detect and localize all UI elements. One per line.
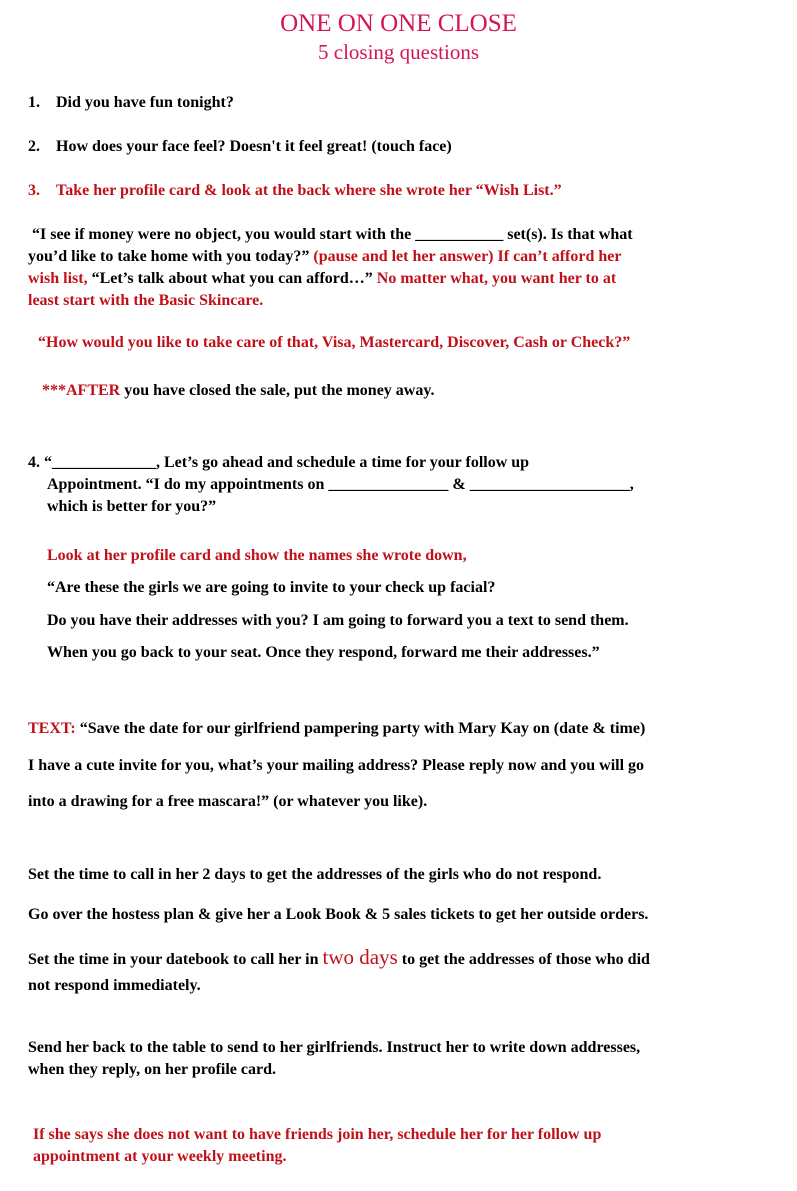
girls-line-3: When you go back to your seat. Once they respond, forward me their addresses.” [47,644,600,661]
text-line-1 [28,718,645,740]
datebook-text-c: to get the addresses of those who did [397,951,650,968]
after-stars: ***AFTER [42,382,121,399]
if-she-says-line-2: appointment at your weekly meeting. [33,1148,287,1165]
page-subtitle: 5 closing questions [318,40,479,64]
question-3-number: 3. [28,182,40,199]
question-4 [28,452,634,518]
question-3-text: Take her profile card & look at the back where she wrote her “Wish List.” [56,182,562,199]
question-4-line-1: 4. “_____________, Let’s go ahead and schedule a time for your follow up [28,454,530,471]
question-2 [28,136,452,158]
wish-list-line-3a: wish list, [28,270,92,287]
wish-list-line-1: “I see if money were no object, you would start with the ___________ set(s). Is that what [32,226,633,243]
question-2-text: How does your face feel? Doesn't it feel great! (touch face) [56,138,452,155]
datebook-text-a: Set the time in your datebook to call her in [28,951,323,968]
text-quote-1: “Save the date for our girlfriend pampering party with Mary Kay on (date & time) [75,720,646,737]
set-time-note: Set the time to call in her 2 days to get the addresses of the girls who do not respond. [28,866,602,883]
page-title: ONE ON ONE CLOSE [280,10,517,37]
question-4-line-2: Appointment. “I do my appointments on _______________ & ____________________, [47,476,634,493]
afford-quote: “Let’s talk about what you can afford…” [91,270,377,287]
question-3 [28,180,562,202]
wish-list-line-3c: No matter what, you want her to at [376,270,617,287]
look-instruction: Look at her profile card and show the names she wrote down, [47,547,467,564]
datebook-line-2: not respond immediately. [28,977,201,994]
question-1-number: 1. [28,94,40,111]
wish-list-line-2 [28,246,633,268]
question-4-line-3: which is better for you?” [47,498,217,515]
wish-list-line-3 [28,268,633,290]
wish-list-line-2a: you’d like to take home with you today?” [28,248,314,265]
question-1 [28,92,234,114]
text-line-2: I have a cute invite for you, what’s your mailing address? Please reply now and you will go [28,757,645,774]
two-days-highlight: two days [322,945,398,969]
wish-list-line-4: least start with the Basic Skincare. [28,292,264,309]
question-2-number: 2. [28,138,40,155]
if-she-says-line-1: If she says she does not want to have friends join her, schedule her for her follow up [33,1126,602,1143]
send-back-line-1: Send her back to the table to send to her girlfriends. Instruct her to write down addresses, [28,1039,641,1056]
question-1-text: Did you have fun tonight? [56,94,234,111]
hostess-plan-note: Go over the hostess plan & give her a Look Book & 5 sales tickets to get her outside orders. [28,906,649,923]
send-back-line-2: when they reply, on her profile card. [28,1061,276,1078]
girls-line-1: “Are these the girls we are going to invite to your check up facial? [47,579,496,596]
pause-instruction: (pause and let her answer) If can’t afford her [313,248,622,265]
datebook-line-1 [28,946,650,971]
text-label: TEXT: [28,720,76,737]
wish-list-script [28,224,633,312]
payment-question: “How would you like to take care of that, Visa, Mastercard, Discover, Cash or Check?” [38,334,631,351]
after-rest: you have closed the sale, put the money away. [120,382,435,399]
girls-line-2: Do you have their addresses with you? I am going to forward you a text to send them. [47,612,629,629]
after-note [42,380,434,402]
text-line-3: into a drawing for a free mascara!” (or whatever you like). [28,793,428,810]
